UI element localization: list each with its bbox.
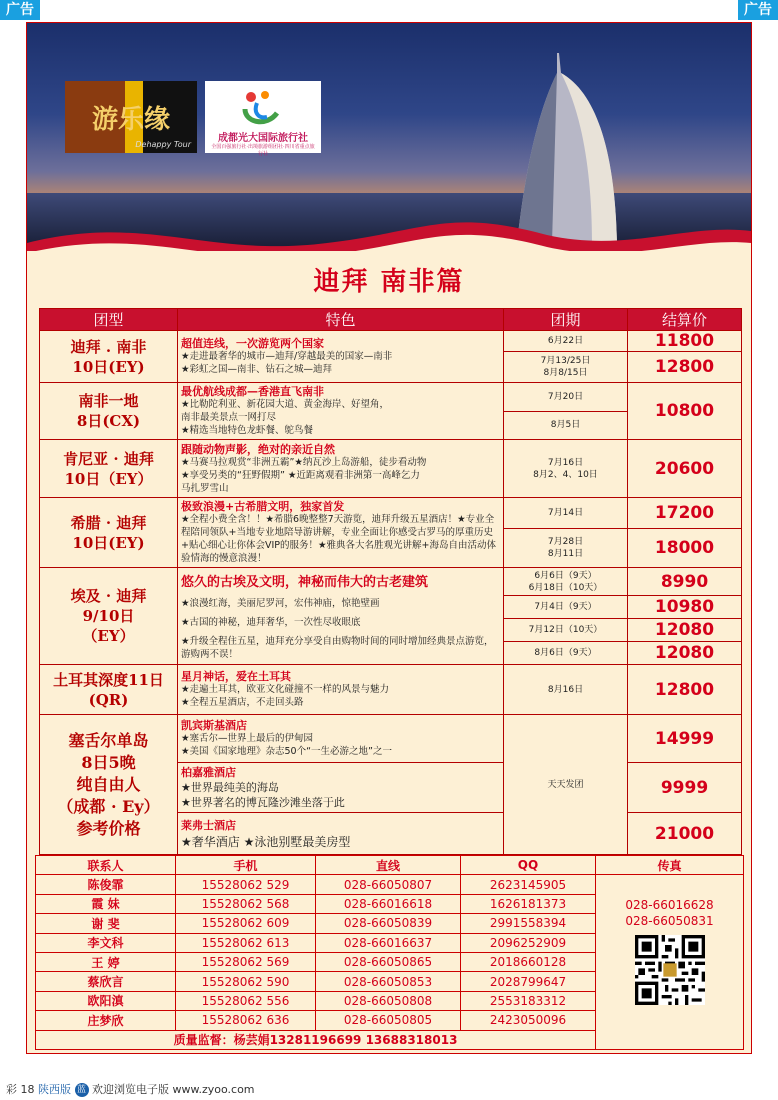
tour-group: 塞舌尔单岛 8日5晚 纯自由人 （成都 · Ey） 参考价格 xyxy=(40,715,178,855)
tour-group: 迪拜 . 南非 10日(EY) xyxy=(40,331,178,383)
guangda-travel-logo: 成都光大国际旅行社 全国百强旅行社·出境旅游组团社·四川省重点旅行社 xyxy=(205,81,321,153)
contact-name: 陈俊霏 xyxy=(36,875,176,894)
page-number: 彩 18 xyxy=(6,1083,35,1096)
tour-price: 17200 xyxy=(628,498,742,529)
tour-period: 6月22日 xyxy=(504,331,628,352)
hotel-features: 莱弗士酒店 ★奢华酒店 ★泳池别墅最美房型 xyxy=(178,813,504,855)
contact-direct: 028-66016637 xyxy=(316,933,461,952)
table-row xyxy=(40,715,742,763)
tour-features: 极致浪漫+古希腊文明，独家首发 ★全程小费全含！！★希腊6晚整整7天游览，迪拜升级五星酒店！★专业全程陪同领队+当地专业地陪导游讲解，专业全面让你感受古罗马的厚重历史+贴心细心让你体会VIP的服务！★雅典各大名胜观光讲解+海岛自由活动体验情海的慢意浪漫！ xyxy=(178,498,504,568)
table-row xyxy=(40,331,742,352)
tour-price: 12800 xyxy=(628,665,742,715)
tour-group: 肯尼亚 · 迪拜 10日（EY） xyxy=(40,440,178,498)
contact-mobile: 15528062 613 xyxy=(176,933,316,952)
tour-price: 14999 xyxy=(628,715,742,763)
contact-name: 欧阳滇 xyxy=(36,991,176,1010)
contact-mobile: 15528062 590 xyxy=(176,972,316,991)
hotel-features: 柏嘉雅酒店 ★世界最纯美的海岛 ★世界著名的博瓦隆沙滩坐落于此 xyxy=(178,763,504,813)
tour-price: 20600 xyxy=(628,440,742,498)
contact-direct: 028-66016618 xyxy=(316,894,461,913)
table-row xyxy=(40,665,742,715)
contact-name: 谢 斐 xyxy=(36,914,176,933)
contact-direct: 028-66050805 xyxy=(316,1011,461,1030)
contact-qq: 2991558394 xyxy=(461,914,596,933)
table-row xyxy=(40,440,742,498)
contact-name: 庄梦欣 xyxy=(36,1011,176,1030)
table-header xyxy=(40,309,742,331)
qr-code xyxy=(635,935,705,1005)
tour-price: 8990 xyxy=(628,568,742,596)
tour-period: 8月6日（9天） xyxy=(504,642,628,665)
contact-qq: 2028799647 xyxy=(461,972,596,991)
fax-number: 028-66050831 xyxy=(625,914,714,929)
quality-supervisor: 质量监督：杨芸娟13281196699 13688318013 xyxy=(36,1030,596,1049)
tour-features: 最优航线成都—香港直飞南非 ★比勒陀利亚、新花园大道、黄金海岸、好望角， 南非最美景点一网打尽 ★精选当地特色龙虾餐、鸵鸟餐 xyxy=(178,383,504,440)
tour-price: 18000 xyxy=(628,529,742,568)
tour-period: 7月16日 8月2、4、10日 xyxy=(504,440,628,498)
tour-price: 12080 xyxy=(628,619,742,642)
contact-qq: 2553183312 xyxy=(461,991,596,1010)
col-header: 手机 xyxy=(176,856,316,875)
contact-qq: 1626181373 xyxy=(461,894,596,913)
contact-name: 霞 妹 xyxy=(36,894,176,913)
col-header: 团期 xyxy=(504,309,628,331)
contact-row xyxy=(36,875,744,894)
edition-label: 陕西版 xyxy=(38,1083,71,1096)
tour-features: 悠久的古埃及文明，神秘而伟大的古老建筑 ★浪漫红海，美丽尼罗河，宏伟神庙，惊艳壁画 ★古国的神秘，迪拜奢华，一次性尽收眼底 ★升级全程住五星，迪拜充分享受自由购物时间的同时增加经典景点游览，游购两不误！ xyxy=(178,568,504,665)
page-footer xyxy=(0,1080,778,1100)
tour-price: 9999 xyxy=(628,763,742,813)
tour-features: 星月神话，爱在土耳其 ★走遍土耳其，欧亚文化碰撞不一样的风景与魅力 ★全程五星酒店，不走回头路 xyxy=(178,665,504,715)
tour-price: 11800 xyxy=(628,331,742,352)
contact-mobile: 15528062 556 xyxy=(176,991,316,1010)
table-row xyxy=(40,498,742,529)
contact-mobile: 15528062 569 xyxy=(176,952,316,971)
tour-period: 8月5日 xyxy=(504,411,628,440)
contact-header xyxy=(36,856,744,875)
tour-group: 希腊 · 迪拜 10日(EY) xyxy=(40,498,178,568)
col-header: 团型 xyxy=(40,309,178,331)
tour-period: 8月16日 xyxy=(504,665,628,715)
tour-table xyxy=(39,308,742,855)
contact-qq: 2423050096 xyxy=(461,1011,596,1030)
tour-period: 7月20日 xyxy=(504,383,628,412)
contact-table xyxy=(35,855,744,1050)
tour-group: 埃及 · 迪拜 9/10日 （EY） xyxy=(40,568,178,665)
youleyuan-logo: 游乐缘 Dehappy Tour xyxy=(65,81,197,153)
tour-period: 7月13/25日 8月8/15日 xyxy=(504,352,628,383)
tour-price: 12800 xyxy=(628,352,742,383)
col-header: 传真 xyxy=(596,856,744,875)
tour-group: 南非一地 8日(CX) xyxy=(40,383,178,440)
tour-group: 土耳其深度11日 (QR) xyxy=(40,665,178,715)
hero-banner xyxy=(27,23,751,251)
contact-direct: 028-66050839 xyxy=(316,914,461,933)
col-header: 结算价 xyxy=(628,309,742,331)
contact-direct: 028-66050808 xyxy=(316,991,461,1010)
col-header: 特色 xyxy=(178,309,504,331)
website-link[interactable]: 欢迎浏览电子版 www.zyoo.com xyxy=(92,1083,255,1096)
tour-period: 7月28日 8月11日 xyxy=(504,529,628,568)
red-wave-divider xyxy=(27,213,751,251)
edition-badge: 蓝 xyxy=(75,1083,89,1097)
contact-name: 李文科 xyxy=(36,933,176,952)
tour-price: 10800 xyxy=(628,383,742,440)
contact-mobile: 15528062 568 xyxy=(176,894,316,913)
ad-label-right: 广告 xyxy=(738,0,778,20)
fax-cell xyxy=(596,875,744,1050)
tour-price: 10980 xyxy=(628,596,742,619)
contact-name: 王 婷 xyxy=(36,952,176,971)
contact-mobile: 15528062 609 xyxy=(176,914,316,933)
col-header: 直线 xyxy=(316,856,461,875)
contact-name: 蔡欣言 xyxy=(36,972,176,991)
tour-period: 6月6日（9天） 6月18日（10天） xyxy=(504,568,628,596)
tour-features: 超值连线，一次游览两个国家 ★走进最奢华的城市—迪拜/穿越最美的国家—南非 ★彩虹之国—南非、钻石之城—迪拜 xyxy=(178,331,504,383)
contact-qq: 2096252909 xyxy=(461,933,596,952)
ad-label-left: 广告 xyxy=(0,0,40,20)
advert-frame xyxy=(26,22,752,1054)
contact-direct: 028-66050853 xyxy=(316,972,461,991)
tour-period: 天天发团 xyxy=(504,715,628,855)
table-row xyxy=(40,568,742,596)
tour-period: 7月12日（10天） xyxy=(504,619,628,642)
col-header: QQ xyxy=(461,856,596,875)
table-row xyxy=(40,383,742,412)
contact-qq: 2018660128 xyxy=(461,952,596,971)
col-header: 联系人 xyxy=(36,856,176,875)
contact-mobile: 15528062 529 xyxy=(176,875,316,894)
contact-direct: 028-66050865 xyxy=(316,952,461,971)
tour-price: 21000 xyxy=(628,813,742,855)
contact-qq: 2623145905 xyxy=(461,875,596,894)
hotel-features: 凯宾斯基酒店 ★塞舌尔—世界上最后的伊甸园 ★美国《国家地理》杂志50个“一生必游之地”之一 xyxy=(178,715,504,763)
page-title: 迪拜 南非篇 xyxy=(313,267,465,297)
contact-mobile: 15528062 636 xyxy=(176,1011,316,1030)
contact-direct: 028-66050807 xyxy=(316,875,461,894)
fax-number: 028-66016628 xyxy=(625,898,714,913)
tour-period: 7月14日 xyxy=(504,498,628,529)
tour-period: 7月4日（9天） xyxy=(504,596,628,619)
tour-features: 跟随动物声影，绝对的亲近自然 ★马赛马拉观赏“非洲五霸”★纳瓦沙上岛游船，徒步看动物 ★享受另类的“狂野假期” ★近距离观看非洲第一高峰乞力 马扎罗雪山 xyxy=(178,440,504,498)
tour-price: 12080 xyxy=(628,642,742,665)
